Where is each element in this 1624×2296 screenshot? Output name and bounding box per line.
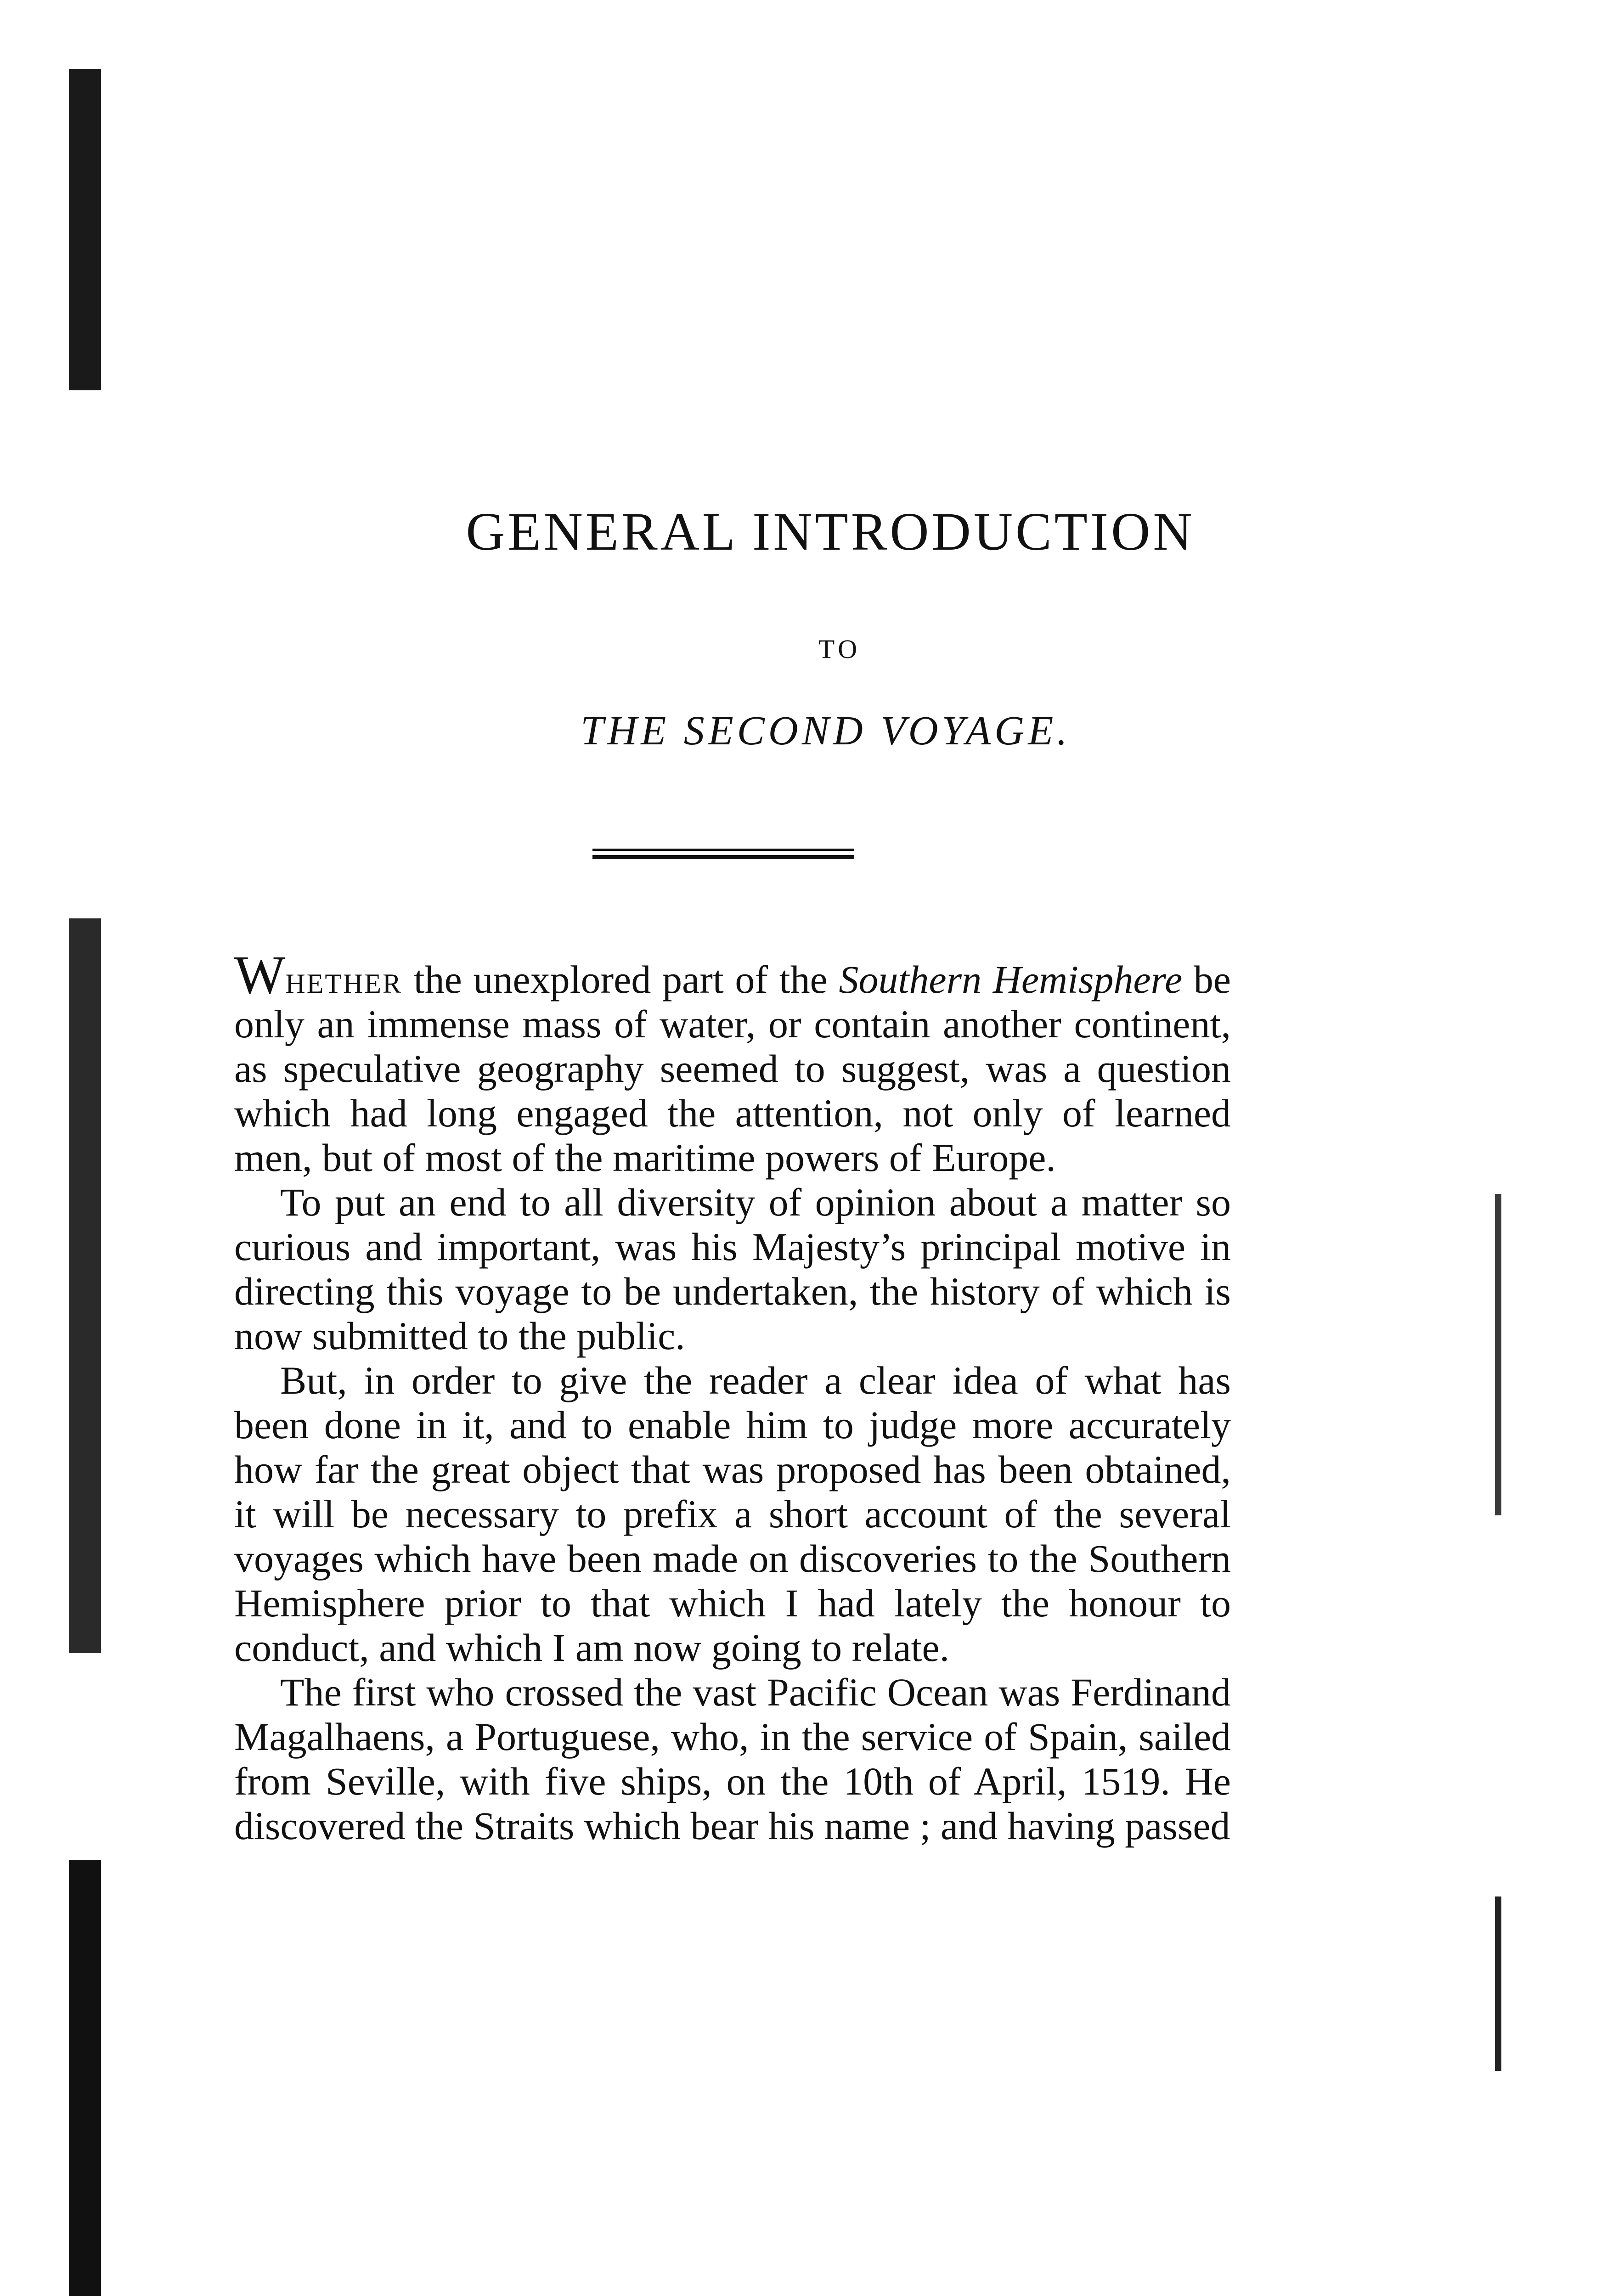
scan-edge-shadow	[69, 1860, 101, 2296]
lead-in-smallcaps: hether	[285, 957, 403, 1002]
paragraph-1-text-a: the unexplored part of the	[402, 957, 839, 1002]
paragraph-1	[234, 945, 1231, 1180]
paragraph-1-italic: Southern Hemisphere	[839, 957, 1183, 1002]
title-rule-thin	[592, 849, 854, 851]
paragraph-1-text-b: be only an immense mass of water, or contain another continent, as speculative geography seemed to suggest, was a question which had long engaged the attention, not only of learned men, but of most of the maritime powers of Europe.	[234, 957, 1231, 1180]
title-rule-thick	[592, 855, 854, 859]
scan-edge-mark	[1495, 1194, 1501, 1515]
body-text	[234, 945, 1231, 1848]
chapter-title-connector: TO	[818, 634, 861, 664]
paragraph-4: The first who crossed the vast Pacific Ocean was Ferdinand Magalhaens, a Portuguese, who, in the service of Spain, sailed from Seville, with five ships, on the 10th of April, 1519. He discovered the Straits which bear his name ; and having passed	[234, 1670, 1231, 1848]
chapter-title: GENERAL INTRODUCTION	[466, 501, 1195, 562]
paragraph-3: But, in order to give the reader a clear idea of what has been done in it, and to enable him to judge more accurately how far the great object that was proposed has been obtained, it will be necessary to prefix a short account of the several voyages which have been made on discoveries to the Southern Hemisphere prior to that which I had lately the honour to conduct, and which I am now going to relate.	[234, 1358, 1231, 1670]
scan-edge-shadow	[69, 69, 101, 390]
scan-edge-mark	[1495, 1896, 1501, 2071]
drop-cap: W	[234, 945, 286, 1005]
chapter-subtitle: THE SECOND VOYAGE.	[581, 708, 1071, 754]
scan-edge-shadow	[69, 918, 101, 1653]
paragraph-2: To put an end to all diversity of opinion about a matter so curious and important, was his Majesty’s principal motive in directing this voyage to be undertaken, the history of which is now submitted to the public.	[234, 1180, 1231, 1358]
